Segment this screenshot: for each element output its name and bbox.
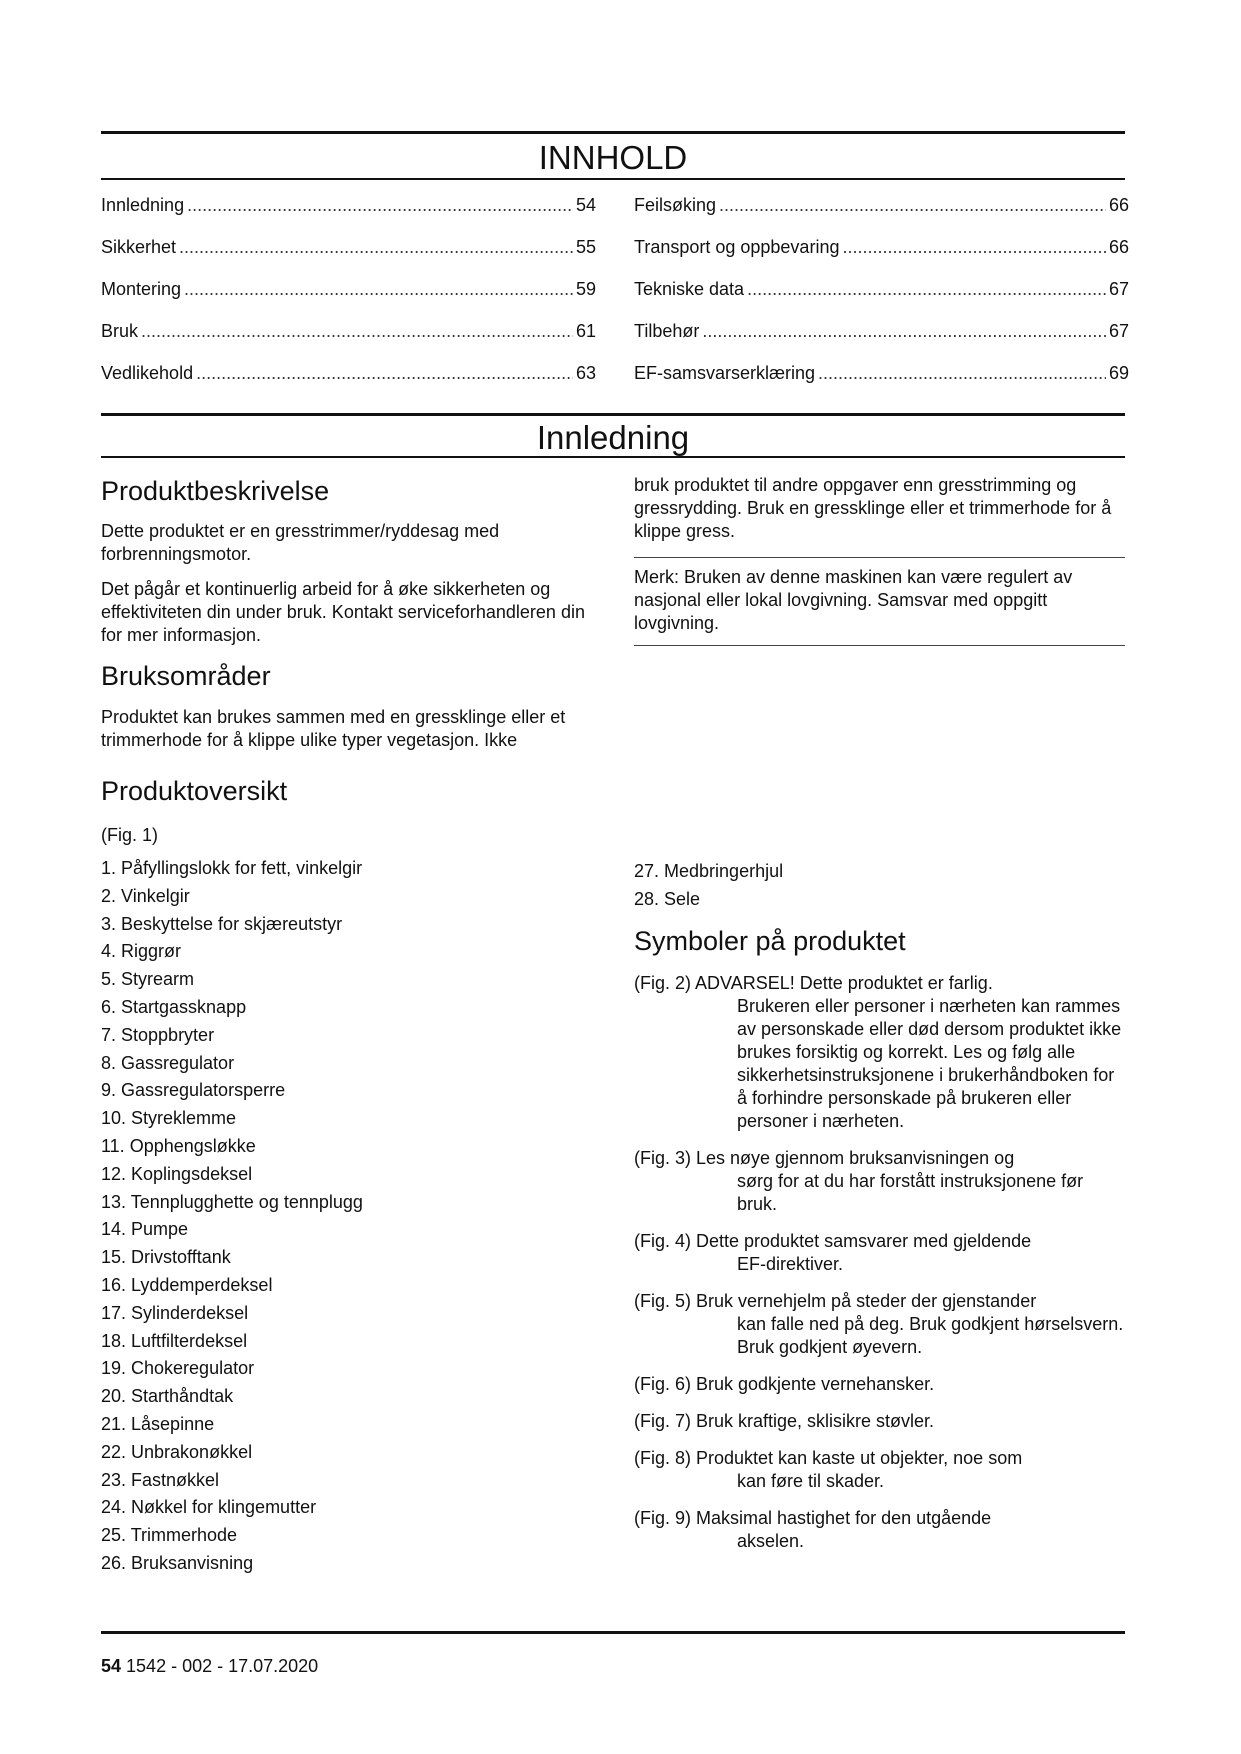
symbol-item: [634, 1447, 1125, 1493]
list-item: 6. Startgassknapp: [101, 996, 247, 1017]
list-item: 4. Riggrør: [101, 941, 182, 962]
list-item: 14. Pumpe: [101, 1219, 189, 1240]
toc-leader: [702, 320, 1106, 342]
toc-entry-title: Feilsøking: [634, 195, 717, 215]
list-item: 2. Vinkelgir: [101, 885, 190, 906]
toc-entry-title: Tekniske data: [634, 279, 745, 299]
toc-entry[interactable]: [634, 362, 1129, 404]
list-item: 8. Gassregulator: [101, 1052, 235, 1073]
list-item: 18. Luftfilterdeksel: [101, 1330, 248, 1351]
toc-entry-page: 69: [1108, 363, 1129, 383]
doc-reference: 1542 - 002 - 17.07.2020: [121, 1656, 319, 1676]
list-item: 26. Bruksanvisning: [101, 1552, 254, 1573]
list-item: 27. Medbringerhjul: [634, 861, 784, 881]
produktbeskrivelse-heading: Produktbeskrivelse: [101, 476, 330, 506]
toc-entry-title: EF-samsvarserklæring: [634, 363, 816, 383]
symbol-item: [634, 1290, 1125, 1359]
bruksomrader-heading: Bruksområder: [101, 661, 271, 691]
symbol-item-rest: kan føre til skader.: [737, 1471, 885, 1491]
bruksomrader-continuation: [634, 474, 1125, 543]
toc-entry[interactable]: [101, 278, 596, 320]
symbol-item: [634, 1507, 1125, 1553]
component-list: [101, 856, 601, 1579]
toc-entry[interactable]: [101, 320, 596, 362]
list-item: 10. Styreklemme: [101, 1108, 237, 1129]
toc-entry-page: 66: [1108, 237, 1129, 257]
toc-leader: [842, 236, 1106, 258]
toc-entry-page: 55: [575, 237, 596, 257]
bruksomrader-text-cont: bruk produktet til andre oppgaver enn gresstrimming og gressrydding. Bruk en gressklinge eller et trimmerhode for å klippe gress.: [634, 475, 1112, 541]
list-item: 9. Gassregulatorsperre: [101, 1080, 286, 1101]
footer-rule: [101, 1631, 1125, 1634]
toc-entry[interactable]: [101, 362, 596, 404]
symbol-item-first: (Fig. 3) Les nøye gjennom bruksanvisningen og: [634, 1148, 1015, 1168]
toc-entry[interactable]: [101, 236, 596, 278]
bruksomrader-section: [101, 659, 601, 752]
toc-entry-title: Transport og oppbevaring: [634, 237, 840, 257]
list-item: 19. Chokeregulator: [101, 1358, 255, 1379]
list-item: 7. Stoppbryter: [101, 1024, 215, 1045]
produktbeskrivelse-text-1: Dette produktet er en gresstrimmer/ryddesag med forbrenningsmotor.: [101, 521, 500, 564]
toc-entry-title: Sikkerhet: [101, 237, 177, 257]
bruksomrader-text: Produktet kan brukes sammen med en gressklinge eller et trimmerhode for å klippe ulike typer vegetasjon. Ikke: [101, 707, 566, 750]
list-item: 3. Beskyttelse for skjæreutstyr: [101, 913, 343, 934]
list-item: 28. Sele: [634, 888, 701, 909]
symbol-item: [634, 972, 1125, 1133]
intro-bottom-rule: [101, 456, 1125, 458]
toc-leader: [141, 320, 573, 342]
component-list-cont: [634, 859, 1125, 915]
toc-entry[interactable]: [634, 320, 1129, 362]
page-footer: [101, 1655, 318, 1677]
list-item: 15. Drivstofftank: [101, 1247, 231, 1268]
symbol-item-first: (Fig. 8) Produktet kan kaste ut objekter, noe som: [634, 1448, 1023, 1468]
list-item: 21. Låsepinne: [101, 1413, 215, 1434]
toc-entry-page: 59: [575, 279, 596, 299]
toc-entry[interactable]: [634, 278, 1129, 320]
toc-entry-page: 67: [1108, 321, 1129, 341]
symbol-item-rest: Brukeren eller personer i nærheten kan rammes av personskade eller død dersom produktet ikke brukes forsiktig og korrekt. Les og følg alle sikkerhetsinstruksjonene i brukerhåndboken for å forhindre personskade på brukeren eller personer i nærheten.: [737, 996, 1122, 1131]
merk-note: [634, 557, 1125, 646]
toc-entry-title: Montering: [101, 279, 182, 299]
list-item: 23. Fastnøkkel: [101, 1469, 220, 1490]
intro-heading: Innledning: [536, 419, 690, 456]
symbol-item-first: (Fig. 2) ADVARSEL! Dette produktet er farlig.: [634, 973, 993, 993]
symboler-section: [634, 924, 1125, 1567]
list-item: 13. Tennplugghette og tennplugg: [101, 1191, 363, 1212]
list-item: 24. Nøkkel for klingemutter: [101, 1497, 317, 1518]
toc-leader: [184, 278, 573, 300]
toc-leader: [187, 194, 573, 216]
produktoversikt-section: [101, 774, 601, 1579]
toc-entry[interactable]: [634, 194, 1129, 236]
symbol-item-first: (Fig. 4) Dette produktet samsvarer med gjeldende: [634, 1231, 1032, 1251]
list-item: 12. Koplingsdeksel: [101, 1163, 253, 1184]
toc-entry[interactable]: [101, 194, 596, 236]
symbol-item-rest: EF-direktiver.: [737, 1254, 844, 1274]
produktoversikt-heading: Produktoversikt: [101, 776, 288, 806]
toc-leader: [818, 362, 1106, 384]
toc-entry-page: 66: [1108, 195, 1129, 215]
produktbeskrivelse-section: [101, 474, 601, 647]
symbol-list: [634, 972, 1125, 1553]
symbol-item-rest: akselen.: [737, 1531, 805, 1551]
produktbeskrivelse-text-2: Det pågår et kontinuerlig arbeid for å øke sikkerheten og effektiviteten din under bruk. Kontakt serviceforhandleren din for mer informasjon.: [101, 579, 585, 645]
symbol-item-rest: kan falle ned på deg. Bruk godkjent hørselsvern. Bruk godkjent øyevern.: [737, 1314, 1124, 1357]
symbol-item: [634, 1410, 1125, 1433]
intro-top-rule: [101, 413, 1125, 416]
symbol-item: [634, 1373, 1125, 1396]
toc-bottom-rule: [101, 178, 1125, 180]
toc-entry-page: 54: [575, 195, 596, 215]
toc-entry-title: Innledning: [101, 195, 185, 215]
symbol-item-rest: sørg for at du har forstått instruksjonene før bruk.: [737, 1171, 1084, 1214]
list-item: 17. Sylinderdeksel: [101, 1302, 249, 1323]
toc-right-column: [634, 194, 1129, 404]
toc-entry-title: Bruk: [101, 321, 139, 341]
toc-heading: INNHOLD: [538, 139, 688, 176]
toc-leader: [747, 278, 1106, 300]
page-number: 54: [101, 1656, 122, 1676]
toc-leader: [719, 194, 1106, 216]
merk-label: Merk:: [634, 567, 679, 587]
symbol-item-first: (Fig. 5) Bruk vernehjelm på steder der gjenstander: [634, 1291, 1037, 1311]
produktoversikt-continuation: [634, 859, 1125, 915]
symboler-heading: Symboler på produktet: [634, 926, 906, 956]
list-item: 20. Starthåndtak: [101, 1386, 234, 1407]
toc-top-rule: [101, 131, 1125, 134]
toc-leader: [179, 236, 573, 258]
toc-entry-page: 67: [1108, 279, 1129, 299]
fig-1-ref: (Fig. 1): [101, 825, 159, 845]
toc-entry[interactable]: [634, 236, 1129, 278]
toc-entry-title: Tilbehør: [634, 321, 700, 341]
symbol-item: [634, 1147, 1125, 1216]
list-item: 25. Trimmerhode: [101, 1525, 238, 1546]
list-item: 11. Opphengsløkke: [101, 1135, 256, 1156]
list-item: 16. Lyddemperdeksel: [101, 1274, 273, 1295]
toc-left-column: [101, 194, 596, 404]
merk-text: Bruken av denne maskinen kan være regulert av nasjonal eller lokal lovgivning. Samsvar med oppgitt lovgivning.: [634, 567, 1073, 633]
symbol-item-first: (Fig. 9) Maksimal hastighet for den utgående: [634, 1508, 992, 1528]
symbol-item: [634, 1230, 1125, 1276]
toc-leader: [196, 362, 573, 384]
list-item: 22. Unbrakonøkkel: [101, 1441, 253, 1462]
symbol-item-first: (Fig. 6) Bruk godkjente vernehansker.: [634, 1374, 935, 1394]
toc-entry-page: 61: [575, 321, 596, 341]
list-item: 5. Styrearm: [101, 969, 195, 990]
toc-entry-title: Vedlikehold: [101, 363, 194, 383]
list-item: 1. Påfyllingslokk for fett, vinkelgir: [101, 858, 363, 878]
symbol-item-first: (Fig. 7) Bruk kraftige, sklisikre støvler.: [634, 1411, 935, 1431]
toc-entry-page: 63: [575, 363, 596, 383]
